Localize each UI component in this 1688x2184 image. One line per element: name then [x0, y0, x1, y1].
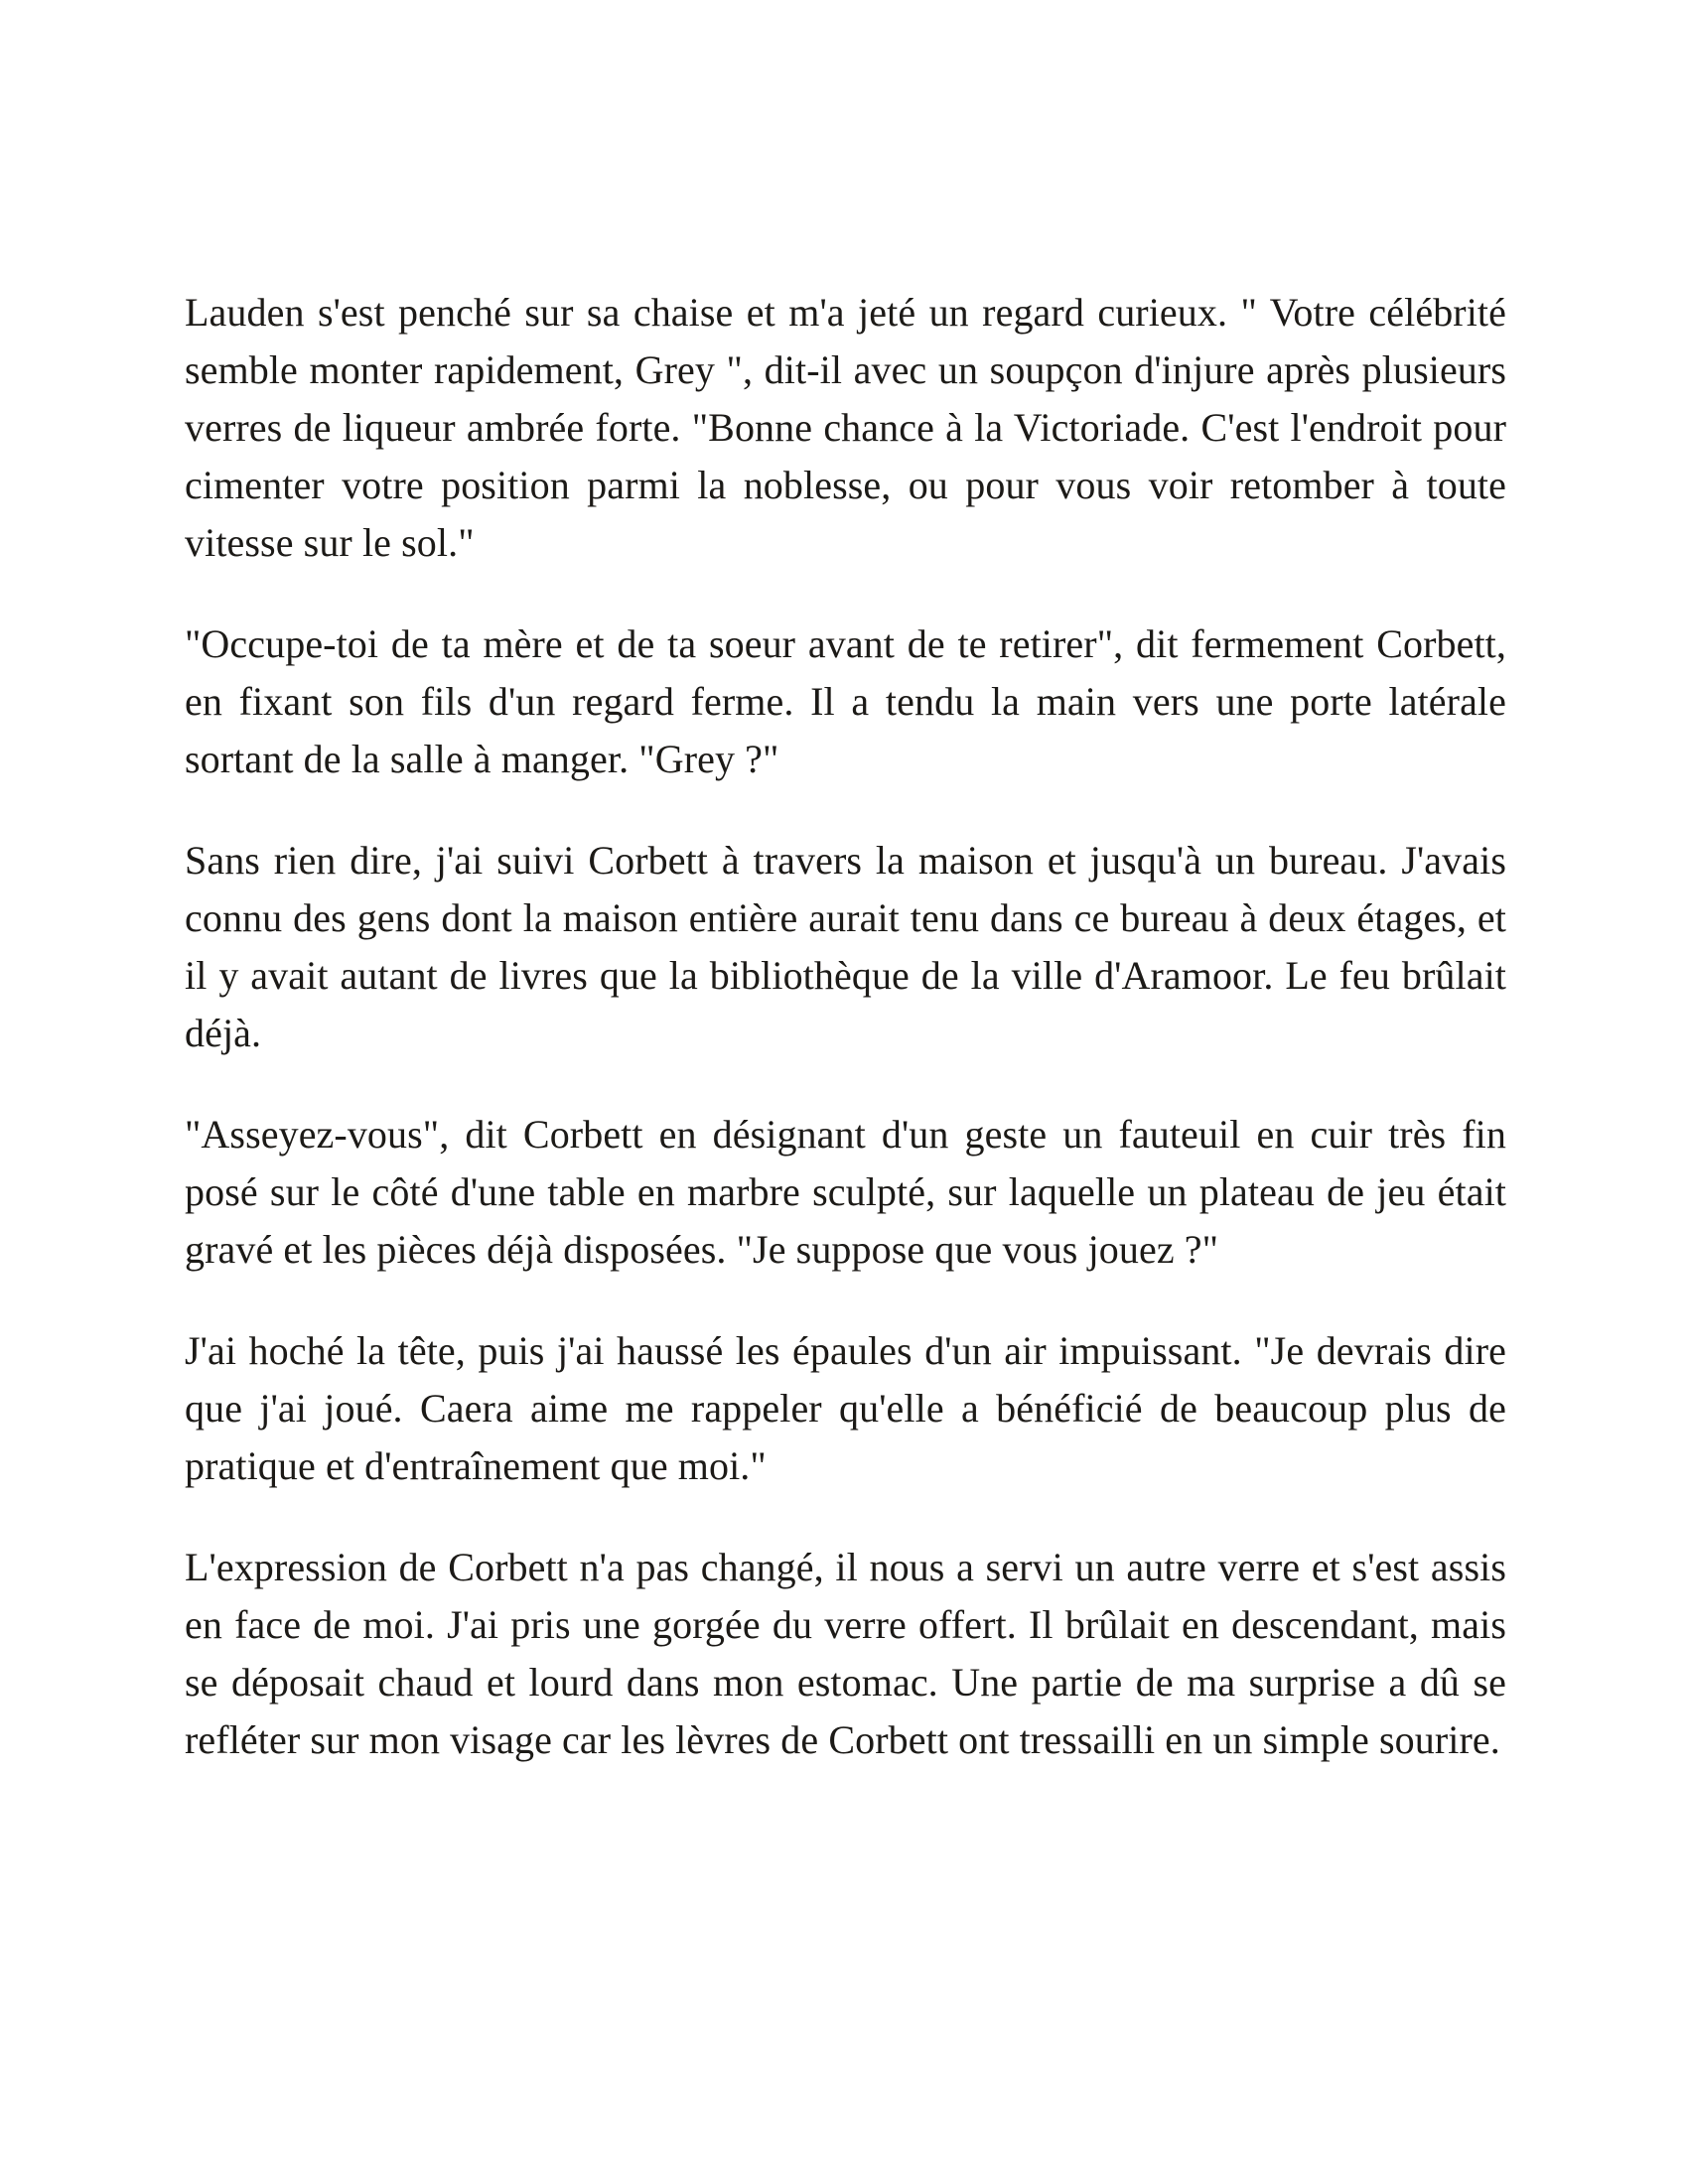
paragraph-3: Sans rien dire, j'ai suivi Corbett à travers la maison et jusqu'à un bureau. J'avais connu des gens dont la maison entière aurait tenu dans ce bureau à deux étages, et il y avait autant de livres que la bibliothèque de la ville d'Aramoor. Le feu brûlait déjà.	[185, 838, 1506, 1055]
paragraph-6: L'expression de Corbett n'a pas changé, il nous a servi un autre verre et s'est assis en face de moi. J'ai pris une gorgée du verre offert. Il brûlait en descendant, mais se déposait chaud et lourd dans mon estomac. Une partie de ma surprise a dû se refléter sur mon visage car les lèvres de Corbett ont tressailli en un simple sourire.	[185, 1545, 1506, 1762]
text-block	[185, 284, 1506, 1769]
paragraph-4: "Asseyez-vous", dit Corbett en désignant d'un geste un fauteuil en cuir très fin posé sur le côté d'une table en marbre sculpté, sur laquelle un plateau de jeu était gravé et les pièces déjà disposées. "Je suppose que vous jouez ?"	[185, 1112, 1506, 1272]
paragraph-5: J'ai hoché la tête, puis j'ai haussé les épaules d'un air impuissant. "Je devrais dire que j'ai joué. Caera aime me rappeler qu'elle a bénéficié de beaucoup plus de pratique et d'entraînement que moi."	[185, 1328, 1506, 1488]
paragraph-2: "Occupe-toi de ta mère et de ta soeur avant de te retirer", dit fermement Corbett, en fixant son fils d'un regard ferme. Il a tendu la main vers une porte latérale sortant de la salle à manger. "Grey ?"	[185, 621, 1506, 781]
paragraph-1: Lauden s'est penché sur sa chaise et m'a jeté un regard curieux. " Votre célébrité semble monter rapidement, Grey ", dit-il avec un soupçon d'injure après plusieurs verres de liqueur ambrée forte. "Bonne chance à la Victoriade. C'est l'endroit pour cimenter votre position parmi la noblesse, ou pour vous voir retomber à toute vitesse sur le sol."	[185, 290, 1506, 565]
